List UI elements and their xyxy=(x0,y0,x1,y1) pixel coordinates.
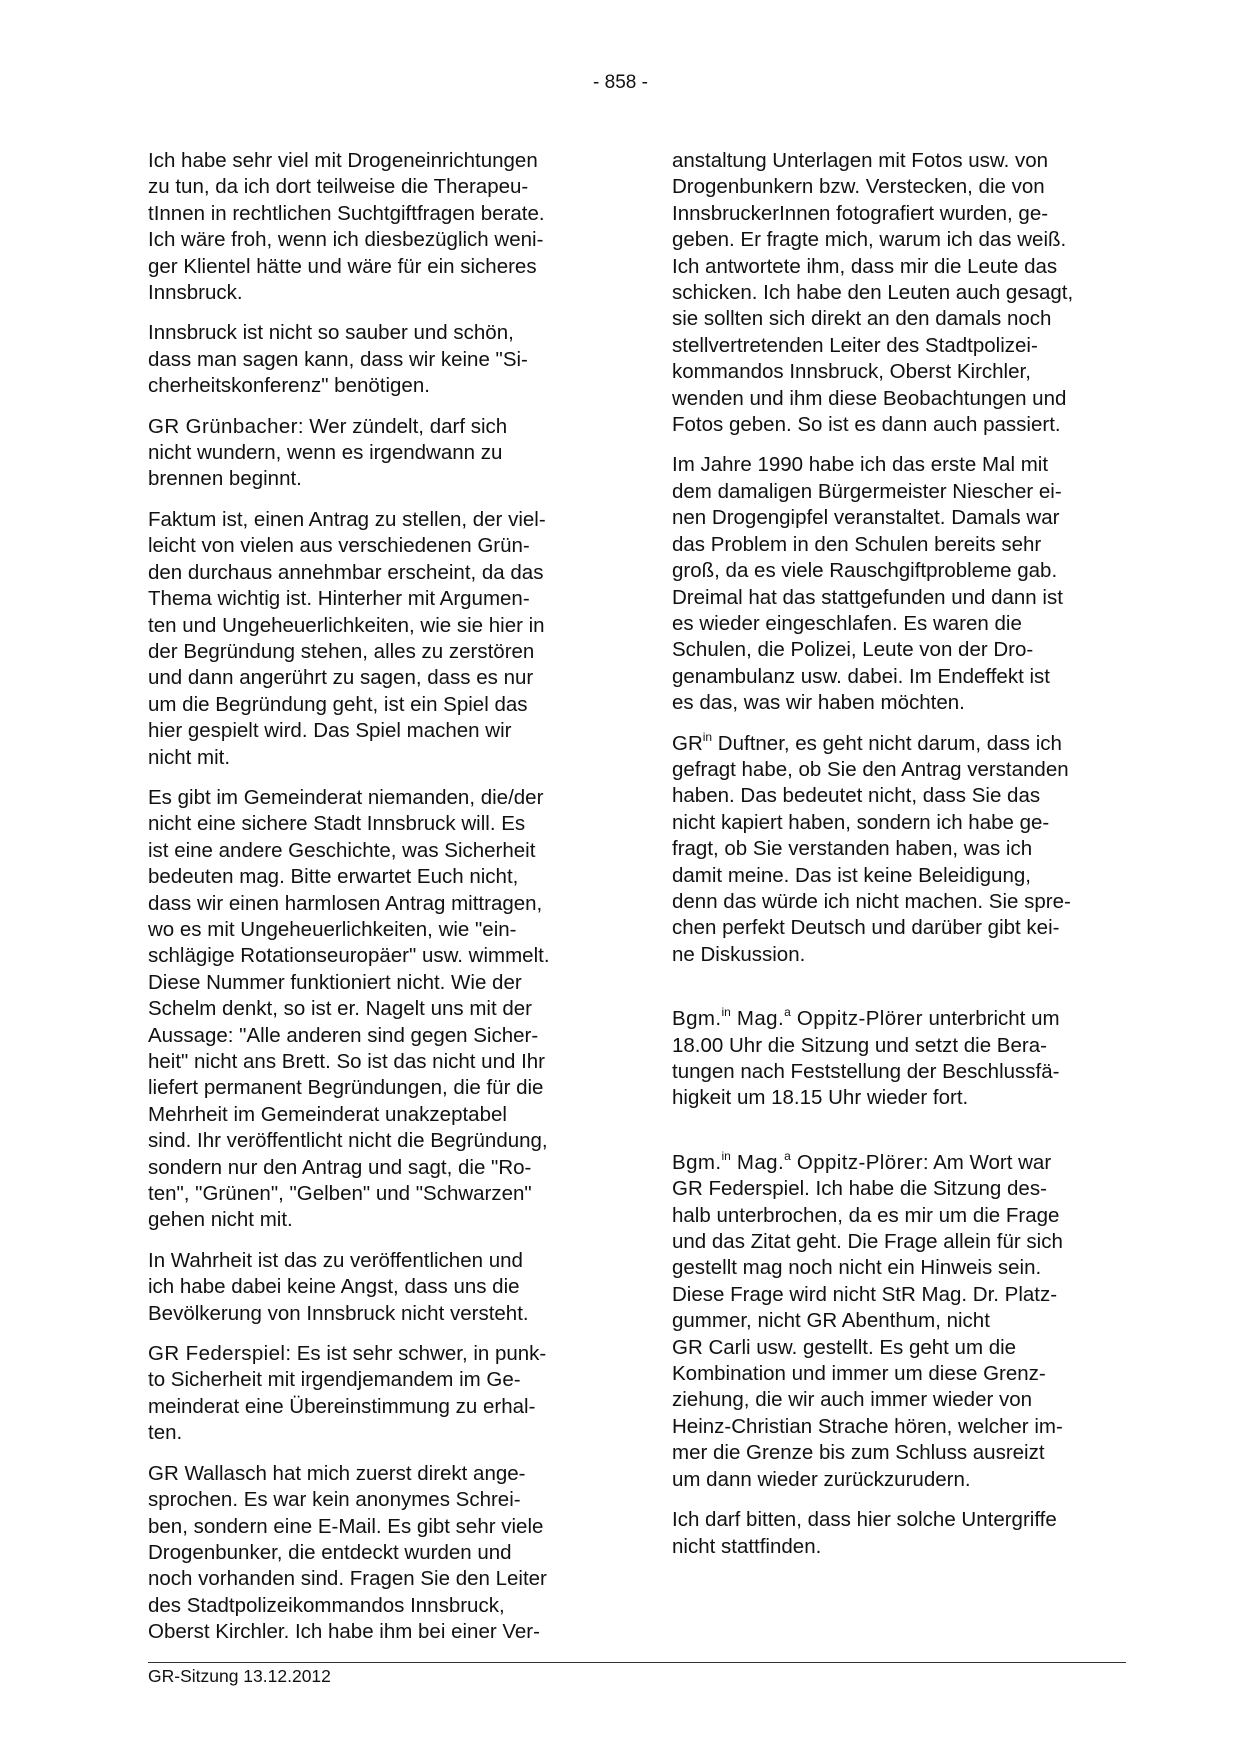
speaker-title: Mag. xyxy=(730,1007,785,1031)
superscript: a xyxy=(784,1148,791,1163)
paragraph: GR Wallasch hat mich zuerst direkt ange- sprochen. Es war kein anonymes Schrei- ben, sondern eine E-Mail. Es gibt sehr viele Drogenbunker, die entdeckt wurden und noch vorhanden sind. Fragen Sie den Leiter des Stadtpolizeikommandos Innsbruck, Oberst Kirchler. Ich habe ihm bei einer Ver- xyxy=(148,1461,547,1644)
superscript: in xyxy=(721,1148,731,1163)
superscript: in xyxy=(721,1005,731,1020)
speech-text: : Am Wort war GR Federspiel. Ich habe die Sitzung des- halb unterbrochen, da es mir um die Frage und das Zitat geht. Die Frage allein für sich gestellt mag noch nicht ein Hinweis sein. Diese Frage wird nicht StR Mag. Dr. Platz- gummer, nicht GR Abenthum, nicht GR Carli usw. gestellt. Es geht um die Kombination und immer um diese Grenz- ziehung, die wir auch immer wieder von Heinz-Christian Strache hören, welcher im- mer die Grenze bis zum Schluss ausreizt um dann wieder zurückzurudern. xyxy=(672,1150,1063,1491)
paragraph: In Wahrheit ist das zu veröffentlichen und ich habe dabei keine Angst, dass uns die Bevölkerung von Innsbruck nicht versteht. xyxy=(148,1248,529,1325)
speaker-title: Bgm. xyxy=(672,1007,722,1031)
speaker-title: Bgm. xyxy=(672,1150,722,1174)
paragraph: anstaltung Unterlagen mit Fotos usw. von Drogenbunkern bzw. Verstecken, die von InnsbruckerInnen fotografiert wurden, ge- geben. Er fragte mich, warum ich das weiß. Ich antwortete ihm, dass mir die Leute das schicken. Ich habe den Leuten auch gesagt, sie sollten sich direkt an den damals noch stellvertretenden Leiter des Stadtpolizei- kommandos Innsbruck, Oberst Kirchler, wenden und ihm diese Beobachtungen und Fotos geben. So ist es dann auch passiert. xyxy=(672,149,1074,437)
paragraph: Im Jahre 1990 habe ich das erste Mal mit dem damaligen Bürgermeister Niescher ei- nen Drogengipfel veranstaltet. Damals war das Problem in den Schulen bereits sehr groß, da es viele Rauschgiftprobleme gab. Dreimal hat das stattgefunden und dann ist es wieder eingeschlafen. Es waren die Schulen, die Polizei, Leute von der Dro- genambulanz usw. dabei. Im Endeffekt ist es das, was wir haben möchten. xyxy=(672,453,1063,715)
footer-session-date: GR-Sitzung 13.12.2012 xyxy=(148,1666,331,1686)
superscript: in xyxy=(702,729,713,744)
speech-text: Duftner, es geht nicht darum, dass ich gefragt habe, ob Sie den Antrag verstanden haben. Das bedeutet nicht, dass Sie das nicht kapiert haben, sondern ich habe ge- fragt, ob Sie verstanden haben, was ich damit meine. Das ist keine Beleidigung, denn das würde ich nicht machen. Sie spre- chen perfekt Deutsch und darüber gibt kei- ne Diskussion. xyxy=(672,731,1071,966)
left-column xyxy=(148,148,608,1660)
right-column xyxy=(672,148,1132,1574)
superscript: a xyxy=(784,1005,791,1020)
speaker-prefix: GR xyxy=(672,731,703,755)
paragraph xyxy=(672,1150,1132,1493)
speaker-name: Oppitz-Plörer xyxy=(790,1007,923,1031)
paragraph xyxy=(148,414,608,493)
paragraph: Innsbruck ist nicht so sauber und schön, dass man sagen kann, dass wir keine "Si- cherheitskonferenz" benötigen. xyxy=(148,321,528,398)
speaker-name: GR Federspiel xyxy=(148,1342,286,1366)
footer-divider xyxy=(148,1662,1126,1663)
speaker-name: GR Grünbacher xyxy=(148,414,298,438)
page-number: - 858 - xyxy=(593,72,648,93)
paragraph: Faktum ist, einen Antrag zu stellen, der viel- leicht von vielen aus verschiedenen Grün- den durchaus annehmbar erscheint, da das Thema wichtig ist. Hinterher mit Argumen- ten und Ungeheuerlichkeiten, wie sie hier in der Begründung stehen, alles zu zerstören und dann angerührt zu sagen, dass es nur um die Begründung geht, ist ein Spiel das hier gespielt wird. Das Spiel machen wir nicht mit. xyxy=(148,507,546,769)
paragraph xyxy=(148,1341,608,1447)
paragraph: Ich darf bitten, dass hier solche Untergriffe nicht stattfinden. xyxy=(672,1508,1057,1558)
paragraph xyxy=(672,1006,1132,1112)
speech-text: : Es ist sehr schwer, in punk- to Sicherheit mit irgendjemandem im Ge- meinderat eine Übereinstimmung zu erhal- ten. xyxy=(148,1342,547,1445)
speech-text: : Wer zündelt, darf sich nicht wundern, wenn es irgendwann zu brennen beginnt. xyxy=(148,414,508,491)
paragraph: Ich habe sehr viel mit Drogeneinrichtungen zu tun, da ich dort teilweise die Therapeu- tInnen in rechtlichen Suchtgiftfragen berate. Ich wäre froh, wenn ich diesbezüglich weni- ger Klientel hätte und wäre für ein sicheres Innsbruck. xyxy=(148,149,545,305)
speech-text: unterbricht um 18.00 Uhr die Sitzung und setzt die Bera- tungen nach Feststellung der Beschlussfä- higkeit um 18.15 Uhr wieder fort. xyxy=(672,1007,1060,1110)
speaker-name: Oppitz-Plörer xyxy=(790,1150,923,1174)
paragraph xyxy=(672,731,1132,969)
paragraph: Es gibt im Gemeinderat niemanden, die/der nicht eine sichere Stadt Innsbruck will. Es ist eine andere Geschichte, was Sicherheit bedeuten mag. Bitte erwartet Euch nicht, dass wir einen harmlosen Antrag mittragen, wo es mit Ungeheuerlichkeiten, wie "ein- schlägige Rotationseuropäer" usw. wimmelt. Diese Nummer funktioniert nicht. Wie der Schelm denkt, so ist er. Nagelt uns mit der Aussage: "Alle anderen sind gegen Sicher- heit" nicht ans Brett. So ist das nicht und Ihr liefert permanent Begründungen, die für die Mehrheit im Gemeinderat unakzeptabel sind. Ihr veröffentlicht nicht die Begründung, sondern nur den Antrag und sagt, die "Ro- ten", "Grünen", "Gelben" und "Schwarzen" gehen nicht mit. xyxy=(148,785,550,1232)
speaker-title: Mag. xyxy=(730,1150,785,1174)
